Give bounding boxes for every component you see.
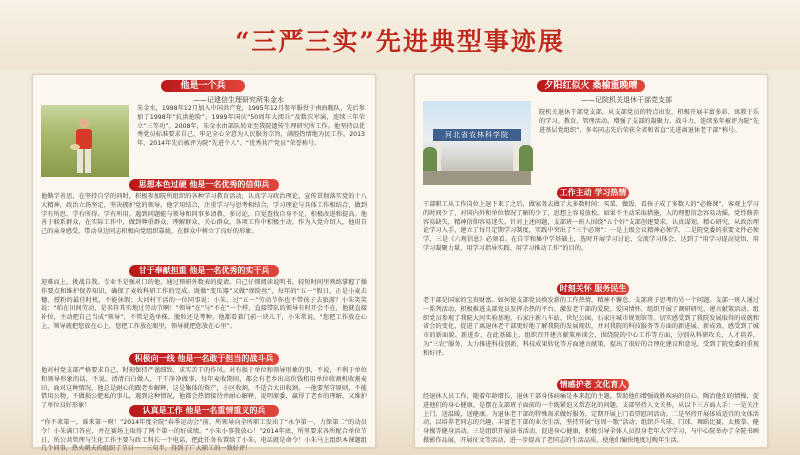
- left-heading: 他是一个兵: [161, 80, 245, 92]
- left-story-panel: [32, 74, 376, 453]
- right-section-2-text: 老干部是国家的宝贵财富。如何使支部党员焕发新的工作热情，精神不懈怠。支部班子思考的另一个问题。支部一班人通过一系列活动，积极推进支部党员发挥余热的平台。激发老干部的爱院、爱国情怀，组织开展了调研研究、建言献策活动。组织党员参观了我院大河实验基地、石家庄新八车站、世纪公园、石家庄城市规划馆等。切实感受到了我院发展取得的成就和省会的变化，促进了离退休老干部更好地了解我院的发展现状，并对我院的科技服务等方面的新进展、新成效、感受到了城市的新面貌、新进步，在此基础上，组织召开建言献策座谈会，围绕院的中心工作等方面，分别从科研攻关、人才培养、为“三农”服务、大力推进科技创新、科技成果转化等方面建言献策，提出了很好的合理化建议和意见，受到了院党委的重视和好评。: [423, 297, 759, 357]
- right-story-panel: [414, 74, 768, 448]
- left-subheading: ——记建信生理研究所朱金水: [193, 96, 284, 104]
- right-section-3-heading: 情感护老 文化育人: [557, 379, 629, 391]
- right-section-3-text: 经退休人员工作，随着年龄增长，退休干部身体病痛是本来起的主题，帮助他们增强战胜疾病的信心，陶冶他们的情操，促进他们的身心健康，是摆在支部班子面前的一个既紧迫又常态化的问题。支部坚持人文关怀，从以下三方面人手：一是关注上门，送温暖，送健康。为退休老干部的特殊需求做好服务，定期开展上门看望慰问活动。二是坚持开展体质适宜的文体活动，以培养老同志的兴趣，丰富老干部的业余生活，坚持开展“每周一歌”活动；组织乒乓球、门球、舞蹈比赛，太极拳、健身操等健身活动。三是组织开展读书活动，促进身心健康，积极引导全体人员投身老年大学学习，与中心院举办了全院书画摄影作品展，开展征文等活动，进一步提高了老同志的生活品质，使他们愉快地度过晚年生活。: [423, 393, 759, 444]
- left-intro-text: 朱金水，1998年12月加入中国共产党，1995年12月参军服役于南海舰队，先后参加了1998年“抗洪抢险”、1999年国庆“50周年大阅兵”及数次军演，连续三年荣立“三等功”。2008年，朱金水由部队转业至我院遗传生理研究所工作。他坚持以优秀党员标准要求自己，牢记全心全意为人民服务宗旨，满腔热情地为民工作。2013年，2014年先后被评为院“先进个人”、“优秀共产党员”荣誉称号。: [137, 105, 365, 148]
- left-section-2-text: 迎难而上，挑战自我。专业不是强对口的他，通过预研外数表的提请，自己仔细阅读说明书，较短时间里熟练掌握了操作要点和维护保养知识，确保了麦收科研工作的完成。既做“变压器”又做“保险丝”，每年的“五一”假日，正是小麦去穗、授粉的最佳时机，不能休假；大河村干活的一位同事说：小朱，过“五一”劳动节你也不带孩子去旅游？小朱笑笑说：“咱在田间劳动，是名符其实地过劳动节啊！”领导“在”与“不在”一个样，直接带队的领导有时开会不在，他就直接补位，主动把自己当成“领导”，不管是选单株、脱粒还是考种，他都看着门前一块儿干，小朱常说，“您把工作放在心上，领导就把您放在心上，您把工作放在眼里，领导就把您放在心里”。: [41, 279, 367, 330]
- soldier-photo: [41, 105, 129, 177]
- institute-gate-photo: [423, 101, 531, 185]
- left-section-1-heading: 思想本色过硬 他是一名优秀的信仰兵: [129, 179, 279, 191]
- left-section-3-text: 他对村党支部严格要求自己，时刻保持严谨细致、求实苦干的作风。对有损于单位和领导形象的事，不说，不利于单位和领导形象的话，不说。清清白白做人，干干净净做事，每年麦收期间，都会有老乡出高价钱租用单位收割机收割麦田，面对这种情况，他总是耐心的跟老乡解释，这是集体的资产，小区收割，不适合大田收割。一他要坚守原则，不能借用公物，不做损公肥私的事儿，遇到这种情况，他都会热情接待并耐心解释，说明原委，赢得了老乡的理解，又维护了单位良好形象！: [41, 367, 367, 410]
- right-intro-text: 院机关退休干部党支部，从支部党员的特点出发，积极开展丰富多彩、寓教于乐的学习、教育、管理活动，增强了支部的凝聚力、战斗力，连续多年被评为院“先进基层党组织”，多名同志先后荣获全省和省直“先进离退休老干部”称号。: [539, 109, 759, 134]
- right-section-2-heading: 时刻关怀 服务民生: [557, 283, 629, 295]
- right-section-1-text: 干部职工从工作岗位上退下来了之后，做家务去做了大多数时间：买菜、做饭、看孩子成了多数人的“必修课”，客观上学习的时间少了，对国内外和单位情况了解的少了，思想上容易放松。如果不主动采取措施，人的理想信念容易动摇，党性修养容易缺失，精神信仰容易迷失。针对上述问题，支部班一班人围绕“五个好”支部创建要求，认真谋划，精心研究，从政治理论学习入手，建立了每月定期学习制度，实践中突出了“三个必须”：一是上级会议精神必须学，二是院党委的重要文件必须学，三是《六观信息》必须看。在自学和集中学基础上，选时开展学习讨论、交流学习体会，达到了“用学习提高觉悟、用学习凝聚力量、用学习指导实践、用学习推动工作”的目的。: [423, 201, 759, 252]
- left-section-4-heading: 认真是工作 他是一名重情重义的兵: [129, 405, 279, 417]
- right-subheading: ——记院机关退休干部党支部: [581, 96, 672, 104]
- left-section-1-text: 他勤学善思，在坚持自学的同时，积极参加院所组织的各种学习教育活动，认真学习政治理论，宣传贯彻落实党的十八大精神，政治立场坚定，坚决拥护党的领导。他学用结合，注重学习与思考相结合，学习理论与具体工作相结合，做到学有所思、学有所得、学有所用。遇到问题能与领导和同事多请教、多讨论，自觉查找自身不足，积极改进和提高。他善于联系群众，在实际工作中，做到尊重群众、理解群众、关心群众，各项工作中积极主动，作为入党介绍人，他用自己的亲身感受，带动身边同志积极向党组织靠拢，在群众中树立了良好的形象。: [41, 193, 367, 236]
- left-section-2-heading: 甘于奉献担重 他是一名优秀的实干兵: [129, 265, 279, 277]
- person-figure-icon: [71, 115, 97, 175]
- left-section-4-text: “你不来第一，谁来第一呀！”2014年度全院“春季运动会”前，所领导向全所职工发出了“永争第一，力保第二”的动员令！小朱满口答应，并在赛场上取得了两个第一的好成绩。“小朱小事我放心！”2014年底，所里要求各所配合单位节日，所公共管理与生化工作主要与政工科长一个电话，把此任务布置给了小朱，电话就是命令！小朱马上组织本课题组几个同事，热火朝天的组织了节目一一三句半，得到了广大职工的一致好评！: [41, 419, 367, 453]
- left-section-3-heading: 积极向一线 他是一名敢于担当的战斗兵: [129, 353, 279, 365]
- right-heading: 夕阳红似火 桑榆重晚晴: [537, 80, 645, 92]
- page-title: “三严三实”先进典型事迹展: [235, 27, 565, 56]
- right-section-1-heading: 工作主动 学习热情: [557, 187, 629, 199]
- gate-sign: 河北省农林科学院: [433, 129, 521, 141]
